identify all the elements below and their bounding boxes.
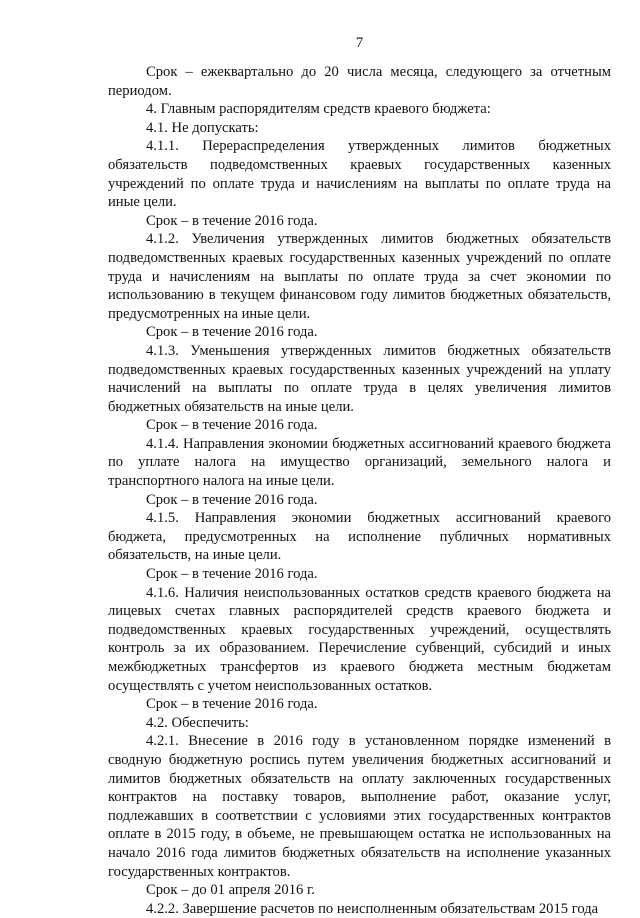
paragraph: Срок – ежеквартально до 20 числа месяца, следующего за отчетным периодом. xyxy=(108,64,611,99)
deadline-line: Срок – в течение 2016 года. xyxy=(146,212,318,229)
paragraph: 4.1. Не допускать: xyxy=(146,119,259,136)
paragraph: 4.1.5. Направления экономии бюджетных ассигнований краевого бюджета, предусмотренных на исполнение публичных нормативных обязательств, на иные цели. xyxy=(108,510,611,564)
deadline-line: Срок – в течение 2016 года. xyxy=(146,696,318,713)
document-body xyxy=(108,63,611,918)
paragraph: 4.1.1. Перераспределения утвержденных лимитов бюджетных обязательств подведомственных краевых государственных казенных учреждений по оплате труда и начислениям на выплаты по оплате труда на иные цели. xyxy=(108,138,611,211)
paragraph: 4.2. Обеспечить: xyxy=(146,714,249,731)
deadline-line: Срок – в течение 2016 года. xyxy=(146,566,318,583)
deadline-line: Срок – в течение 2016 года. xyxy=(146,417,318,434)
paragraph: 4. Главным распорядителям средств краевого бюджета: xyxy=(146,101,491,118)
deadline-line: Срок – в течение 2016 года. xyxy=(146,491,318,508)
page-number: 7 xyxy=(355,35,364,51)
paragraph: 4.1.3. Уменьшения утвержденных лимитов бюджетных обязательств подведомственных краевых государственных казенных учреждений на уплату начислений на выплаты по оплате труда в целях увеличения лимитов бюджетных обязательств на иные цели. xyxy=(108,342,611,415)
paragraph: 4.2.2. Завершение расчетов по неисполненным обязательствам 2015 года xyxy=(146,900,599,917)
paragraph: 4.1.6. Наличия неиспользованных остатков средств краевого бюджета на лицевых счетах главных распорядителей средств краевого бюджета и подведомственных краевых государственных учреждений, осуществлять контроль за их образованием. Перечисление субвенций, субсидий и иных межбюджетных трансфертов из краевого бюджета местным бюджетам осуществлять с учетом неиспользованных остатков. xyxy=(108,584,611,694)
paragraph: 4.1.2. Увеличения утвержденных лимитов бюджетных обязательств подведомственных краевых государственных казенных учреждений по оплате труда и начислениям на выплаты по оплате труда за счет экономии по использованию в текущем финансовом году лимитов бюджетных обязательств, предусмотренных на иные цели. xyxy=(108,231,611,322)
paragraph: 4.2.1. Внесение в 2016 году в установленном порядке изменений в сводную бюджетную роспись путем увеличения бюджетных ассигнований и лимитов бюджетных обязательств на оплату заключенных государственных контрактов на поставку товаров, выполнение работ, оказание услуг, подлежавших в соответствии с условиями этих государственных контрактов оплате в 2015 году, в объеме, не превышающем остатка не использованных на начало 2016 года лимитов бюджетных обязательств на исполнение указанных государственных контрактов. xyxy=(108,733,611,880)
deadline-line: Срок – до 01 апреля 2016 г. xyxy=(146,882,315,899)
deadline-line: Срок – в течение 2016 года. xyxy=(146,324,318,341)
paragraph: 4.1.4. Направления экономии бюджетных ассигнований краевого бюджета по уплате налога на имущество организаций, земельного налога и транспортного налога на иные цели. xyxy=(108,435,611,490)
